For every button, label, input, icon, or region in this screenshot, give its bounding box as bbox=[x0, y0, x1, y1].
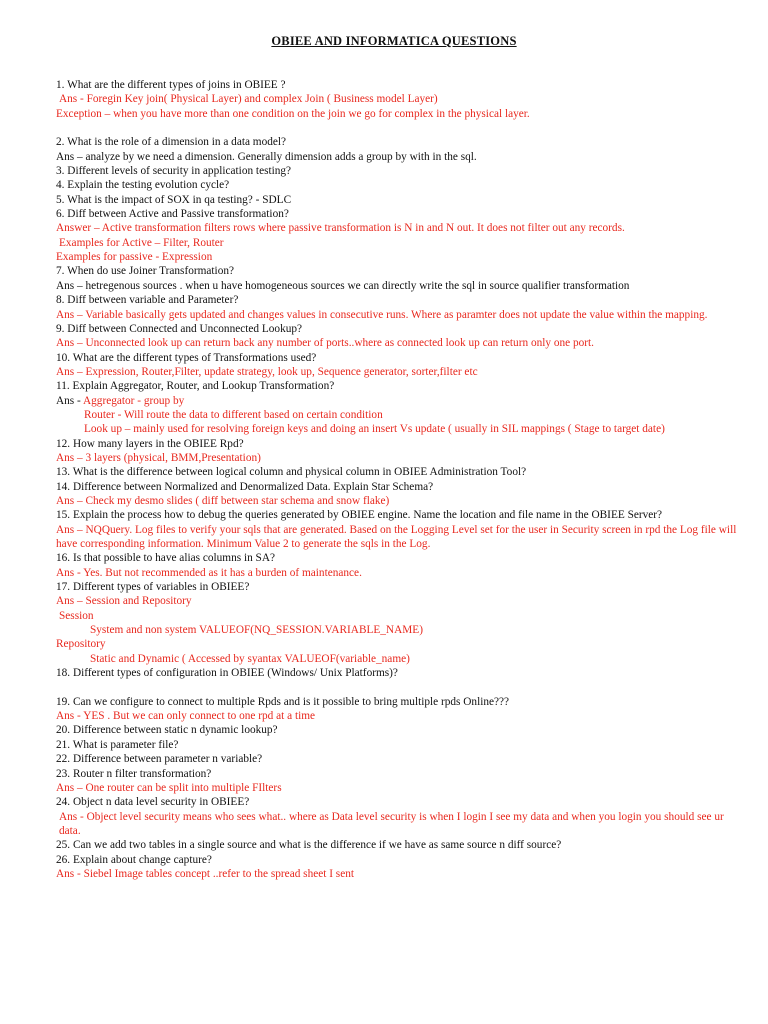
document-line: 19. Can we configure to connect to multiple Rpds and is it possible to bring multiple rpds Online??? bbox=[56, 695, 510, 708]
document-line: Ans – Unconnected look up can return back any number of ports..where as connected look up can return only one port. bbox=[56, 337, 595, 350]
document-line: 11. Explain Aggregator, Router, and Lookup Transformation? bbox=[56, 380, 335, 393]
document-line: Session bbox=[59, 609, 94, 622]
document-line: 25. Can we add two tables in a single source and what is the difference if we have as same source n diff source? bbox=[56, 839, 562, 852]
document-line: Router - Will route the data to different based on certain condition bbox=[84, 408, 383, 421]
document-title: OBIEE AND INFORMATICA QUESTIONS bbox=[271, 34, 517, 48]
document-line: System and non system VALUEOF(NQ_SESSION.VARIABLE_NAME) bbox=[90, 624, 423, 637]
document-line: 20. Difference between static n dynamic lookup? bbox=[56, 724, 278, 737]
document-line: Ans – NQQuery. Log files to verify your sqls that are generated. Based on the Logging Level set for the user in Security screen in rpd the Log file will have corresponding information. Minimum Value 2 to generate the sqls in the Log. bbox=[56, 523, 737, 550]
document-line: 17. Different types of variables in OBIEE? bbox=[56, 581, 250, 594]
document-line: Look up – mainly used for resolving foreign keys and doing an insert Vs update ( usually in SIL mappings ( Stage to target date) bbox=[84, 423, 665, 436]
line-segment: Aggregator - group by bbox=[83, 394, 185, 407]
document-line: Ans - Object level security means who sees what.. where as Data level security is when I login I see my data and when you login you should see ur data. bbox=[59, 810, 724, 837]
document-line: Ans – hetregenous sources . when u have homogeneous sources we can directly write the sql in source qualifier transformation bbox=[56, 279, 630, 292]
document-line: 8. Diff between variable and Parameter? bbox=[56, 294, 239, 307]
document-line: 23. Router n filter transformation? bbox=[56, 767, 212, 780]
line-segment: Ans - bbox=[56, 394, 83, 407]
document-body bbox=[56, 78, 746, 881]
document-line: Ans - Foregin Key join( Physical Layer) and complex Join ( Business model Layer) bbox=[59, 93, 438, 106]
document-line: Examples for Active – Filter, Router bbox=[59, 236, 224, 249]
document-line: 14. Difference between Normalized and Denormalized Data. Explain Star Schema? bbox=[56, 480, 434, 493]
document-line: 2. What is the role of a dimension in a data model? bbox=[56, 136, 287, 149]
document-line bbox=[56, 394, 746, 408]
document-line: 10. What are the different types of Transformations used? bbox=[56, 351, 317, 364]
document-line: Ans - Yes. But not recommended as it has a burden of maintenance. bbox=[56, 566, 362, 579]
document-line: Exception – when you have more than one condition on the join we go for complex in the physical layer. bbox=[56, 107, 530, 120]
blank-line bbox=[56, 680, 746, 694]
document-line: 16. Is that possible to have alias columns in SA? bbox=[56, 552, 276, 565]
document-line: Answer – Active transformation filters rows where passive transformation is N in and N out. It does not filter out any records. bbox=[56, 222, 625, 235]
document-line: 22. Difference between parameter n variable? bbox=[56, 753, 263, 766]
document-line: Ans – 3 layers (physical, BMM,Presentation) bbox=[56, 451, 261, 464]
document-line: Ans – Variable basically gets updated and changes values in consecutive runs. Where as paramter does not update the value within the mapping. bbox=[56, 308, 708, 321]
document-line: Ans – analyze by we need a dimension. Generally dimension adds a group by with in the sql. bbox=[56, 150, 477, 163]
document-line: 12. How many layers in the OBIEE Rpd? bbox=[56, 437, 244, 450]
document-line: 21. What is parameter file? bbox=[56, 738, 179, 751]
document-line: Repository bbox=[56, 638, 106, 651]
document-line: Examples for passive - Expression bbox=[56, 251, 213, 264]
document-line: Ans – Check my desmo slides ( diff between star schema and snow flake) bbox=[56, 494, 390, 507]
document-line: 6. Diff between Active and Passive transformation? bbox=[56, 208, 289, 221]
document-line: Ans – Session and Repository bbox=[56, 595, 192, 608]
document-line: 9. Diff between Connected and Unconnected Lookup? bbox=[56, 322, 303, 335]
document-line: 18. Different types of configuration in OBIEE (Windows/ Unix Platforms)? bbox=[56, 667, 398, 680]
document-line: Ans – One router can be split into multiple FIlters bbox=[56, 781, 282, 794]
document-line: 7. When do use Joiner Transformation? bbox=[56, 265, 235, 278]
document-line: 13. What is the difference between logical column and physical column in OBIEE Administration Tool? bbox=[56, 466, 527, 479]
document-line: 1. What are the different types of joins in OBIEE ? bbox=[56, 79, 286, 91]
document-line: 15. Explain the process how to debug the queries generated by OBIEE engine. Name the location and file name in the OBIEE Server? bbox=[56, 509, 663, 522]
document-line: Ans – Expression, Router,Filter, update strategy, look up, Sequence generator, sorter,filter etc bbox=[56, 365, 478, 378]
document-line: 5. What is the impact of SOX in qa testing? - SDLC bbox=[56, 193, 292, 206]
document-line: Static and Dynamic ( Accessed by syantax VALUEOF(variable_name) bbox=[90, 652, 410, 665]
document-line: 24. Object n data level security in OBIEE? bbox=[56, 796, 250, 809]
document-line: Ans - Siebel Image tables concept ..refer to the spread sheet I sent bbox=[56, 867, 354, 880]
document-line: 3. Different levels of security in application testing? bbox=[56, 165, 292, 178]
document-line: 4. Explain the testing evolution cycle? bbox=[56, 179, 230, 192]
document-line: 26. Explain about change capture? bbox=[56, 853, 212, 866]
document-line: Ans - YES . But we can only connect to one rpd at a time bbox=[56, 710, 316, 723]
blank-line bbox=[56, 121, 746, 135]
